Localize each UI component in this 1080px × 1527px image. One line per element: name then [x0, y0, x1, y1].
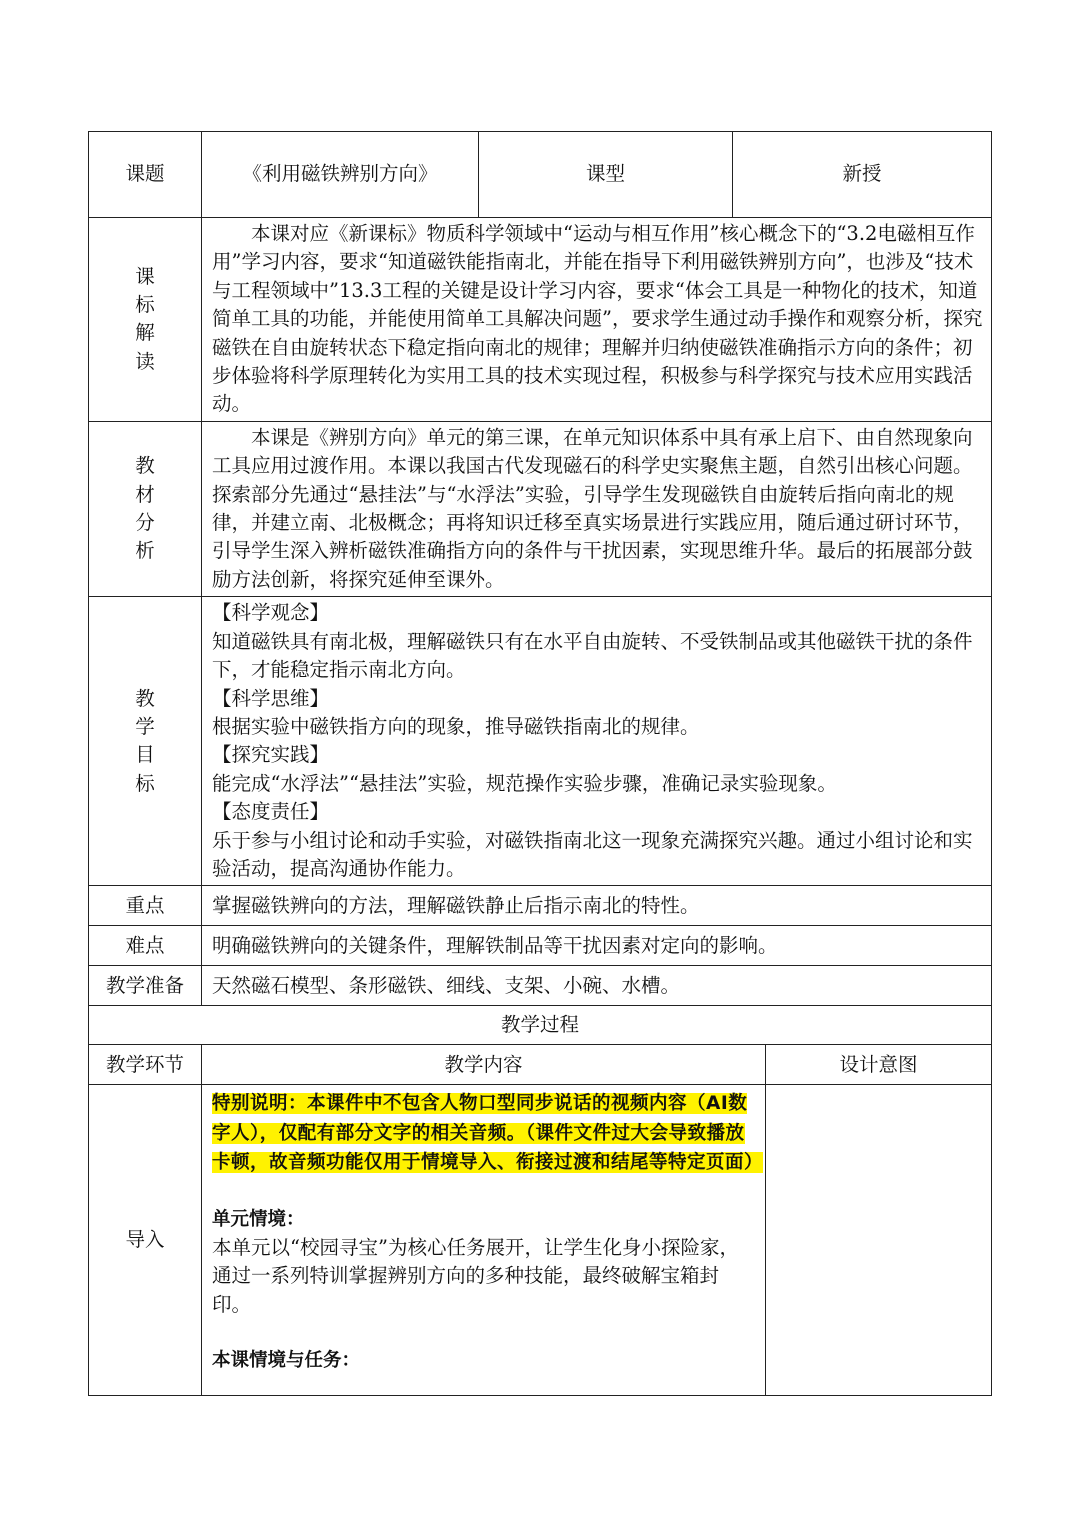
lesson-context-title: 本课情境与任务：	[212, 1350, 361, 1372]
intro-intent	[766, 1085, 992, 1396]
goal-heading: 【科学思维】	[212, 686, 330, 710]
intro-stage: 导入	[89, 1085, 202, 1396]
process-title-row	[89, 1006, 992, 1045]
intro-row	[89, 1085, 992, 1396]
curriculum-text: 本课对应《新课标》物质科学领域中“运动与相互作用”核心概念下的“3.2电磁相互作用”学习内容，要求“知道磁铁能指南北，并能在指导下利用磁铁辨别方向”，也涉及“技术与工程领域中”13.3工程的关键是设计学习内容，要求“体会工具是一种物化的技术，知道简单工具的功能，并能使用简单工具解决问题”，要求学生通过动手操作和观察分析，探究磁铁在自由旋转状态下稳定指向南北的规律；理解并归纳使磁铁准确指示方向的条件；初步体验将科学原理转化为实用工具的技术实现过程，积极参与科学探究与技术应用实践活动。	[202, 218, 992, 422]
process-header-row	[89, 1045, 992, 1085]
preparation-text: 天然磁石模型、条形磁铁、细线、支架、小碗、水槽。	[202, 966, 992, 1006]
difficulty-row	[89, 926, 992, 966]
topic-value: 《利用磁铁辨别方向》	[202, 132, 479, 218]
preparation-label: 教学准备	[89, 966, 202, 1006]
col-intent-header: 设计意图	[766, 1045, 992, 1085]
topic-label: 课题	[89, 132, 202, 218]
col-stage-header: 教学环节	[89, 1045, 202, 1085]
curriculum-label: 课 标 解 读	[89, 218, 202, 422]
unit-context-text: 本单元以“校园寻宝”为核心任务展开，让学生化身小探险家，通过一系列特训掌握辨别方向的多种技能，最终破解宝箱封印。	[212, 1235, 739, 1316]
special-note: 特别说明：本课件中不包含人物口型同步说话的视频内容（AI数字人），仅配有部分文字的相关音频。（课件文件过大会导致播放卡顿，故音频功能仅用于情境导入、衔接过渡和结尾等特定页面）	[212, 1093, 764, 1174]
goals-label: 教 学 目 标	[89, 597, 202, 886]
preparation-row	[89, 966, 992, 1006]
goals-text	[202, 597, 992, 886]
goal-heading: 【科学观念】	[212, 601, 330, 625]
curriculum-row	[89, 218, 992, 422]
key-point-row	[89, 886, 992, 926]
goal-heading: 【态度责任】	[212, 800, 330, 824]
goal-heading: 【探究实践】	[212, 743, 330, 767]
goal-text: 知道磁铁具有南北极，理解磁铁只有在水平自由旋转、不受铁制品或其他磁铁干扰的条件下，才能稳定指示南北方向。	[212, 629, 973, 682]
goal-text: 能完成“水浮法”“悬挂法”实验，规范操作实验步骤，准确记录实验现象。	[212, 771, 837, 795]
goals-row	[89, 597, 992, 886]
intro-content	[202, 1085, 766, 1396]
col-content-header: 教学内容	[202, 1045, 766, 1085]
material-row	[89, 421, 992, 596]
topic-row	[89, 132, 992, 218]
key-point-text: 掌握磁铁辨向的方法，理解磁铁静止后指示南北的特性。	[202, 886, 992, 926]
key-point-label: 重点	[89, 886, 202, 926]
goal-text: 乐于参与小组讨论和动手实验，对磁铁指南北这一现象充满探究兴趣。通过小组讨论和实验活动，提高沟通协作能力。	[212, 828, 973, 880]
difficulty-label: 难点	[89, 926, 202, 966]
goal-text: 根据实验中磁铁指方向的现象，推导磁铁指南北的规律。	[212, 714, 700, 738]
lesson-plan-table	[88, 131, 992, 1396]
unit-context-title: 单元情境：	[212, 1208, 305, 1230]
material-text: 本课是《辨别方向》单元的第三课，在单元知识体系中具有承上启下、由自然现象向工具应用过渡作用。本课以我国古代发现磁石的科学史实聚焦主题，自然引出核心问题。探索部分先通过“悬挂法”与“水浮法”实验，引导学生发现磁铁自由旋转后指向南北的规律，并建立南、北极概念；再将知识迁移至真实场景进行实践应用，随后通过研讨环节，引导学生深入辨析磁铁准确指方向的条件与干扰因素，实现思维升华。最后的拓展部分鼓励方法创新，将探究延伸至课外。	[202, 421, 992, 596]
material-label: 教 材 分 析	[89, 421, 202, 596]
process-title: 教学过程	[89, 1006, 992, 1045]
difficulty-text: 明确磁铁辨向的关键条件，理解铁制品等干扰因素对定向的影响。	[202, 926, 992, 966]
type-value: 新授	[733, 132, 992, 218]
type-label: 课型	[479, 132, 733, 218]
